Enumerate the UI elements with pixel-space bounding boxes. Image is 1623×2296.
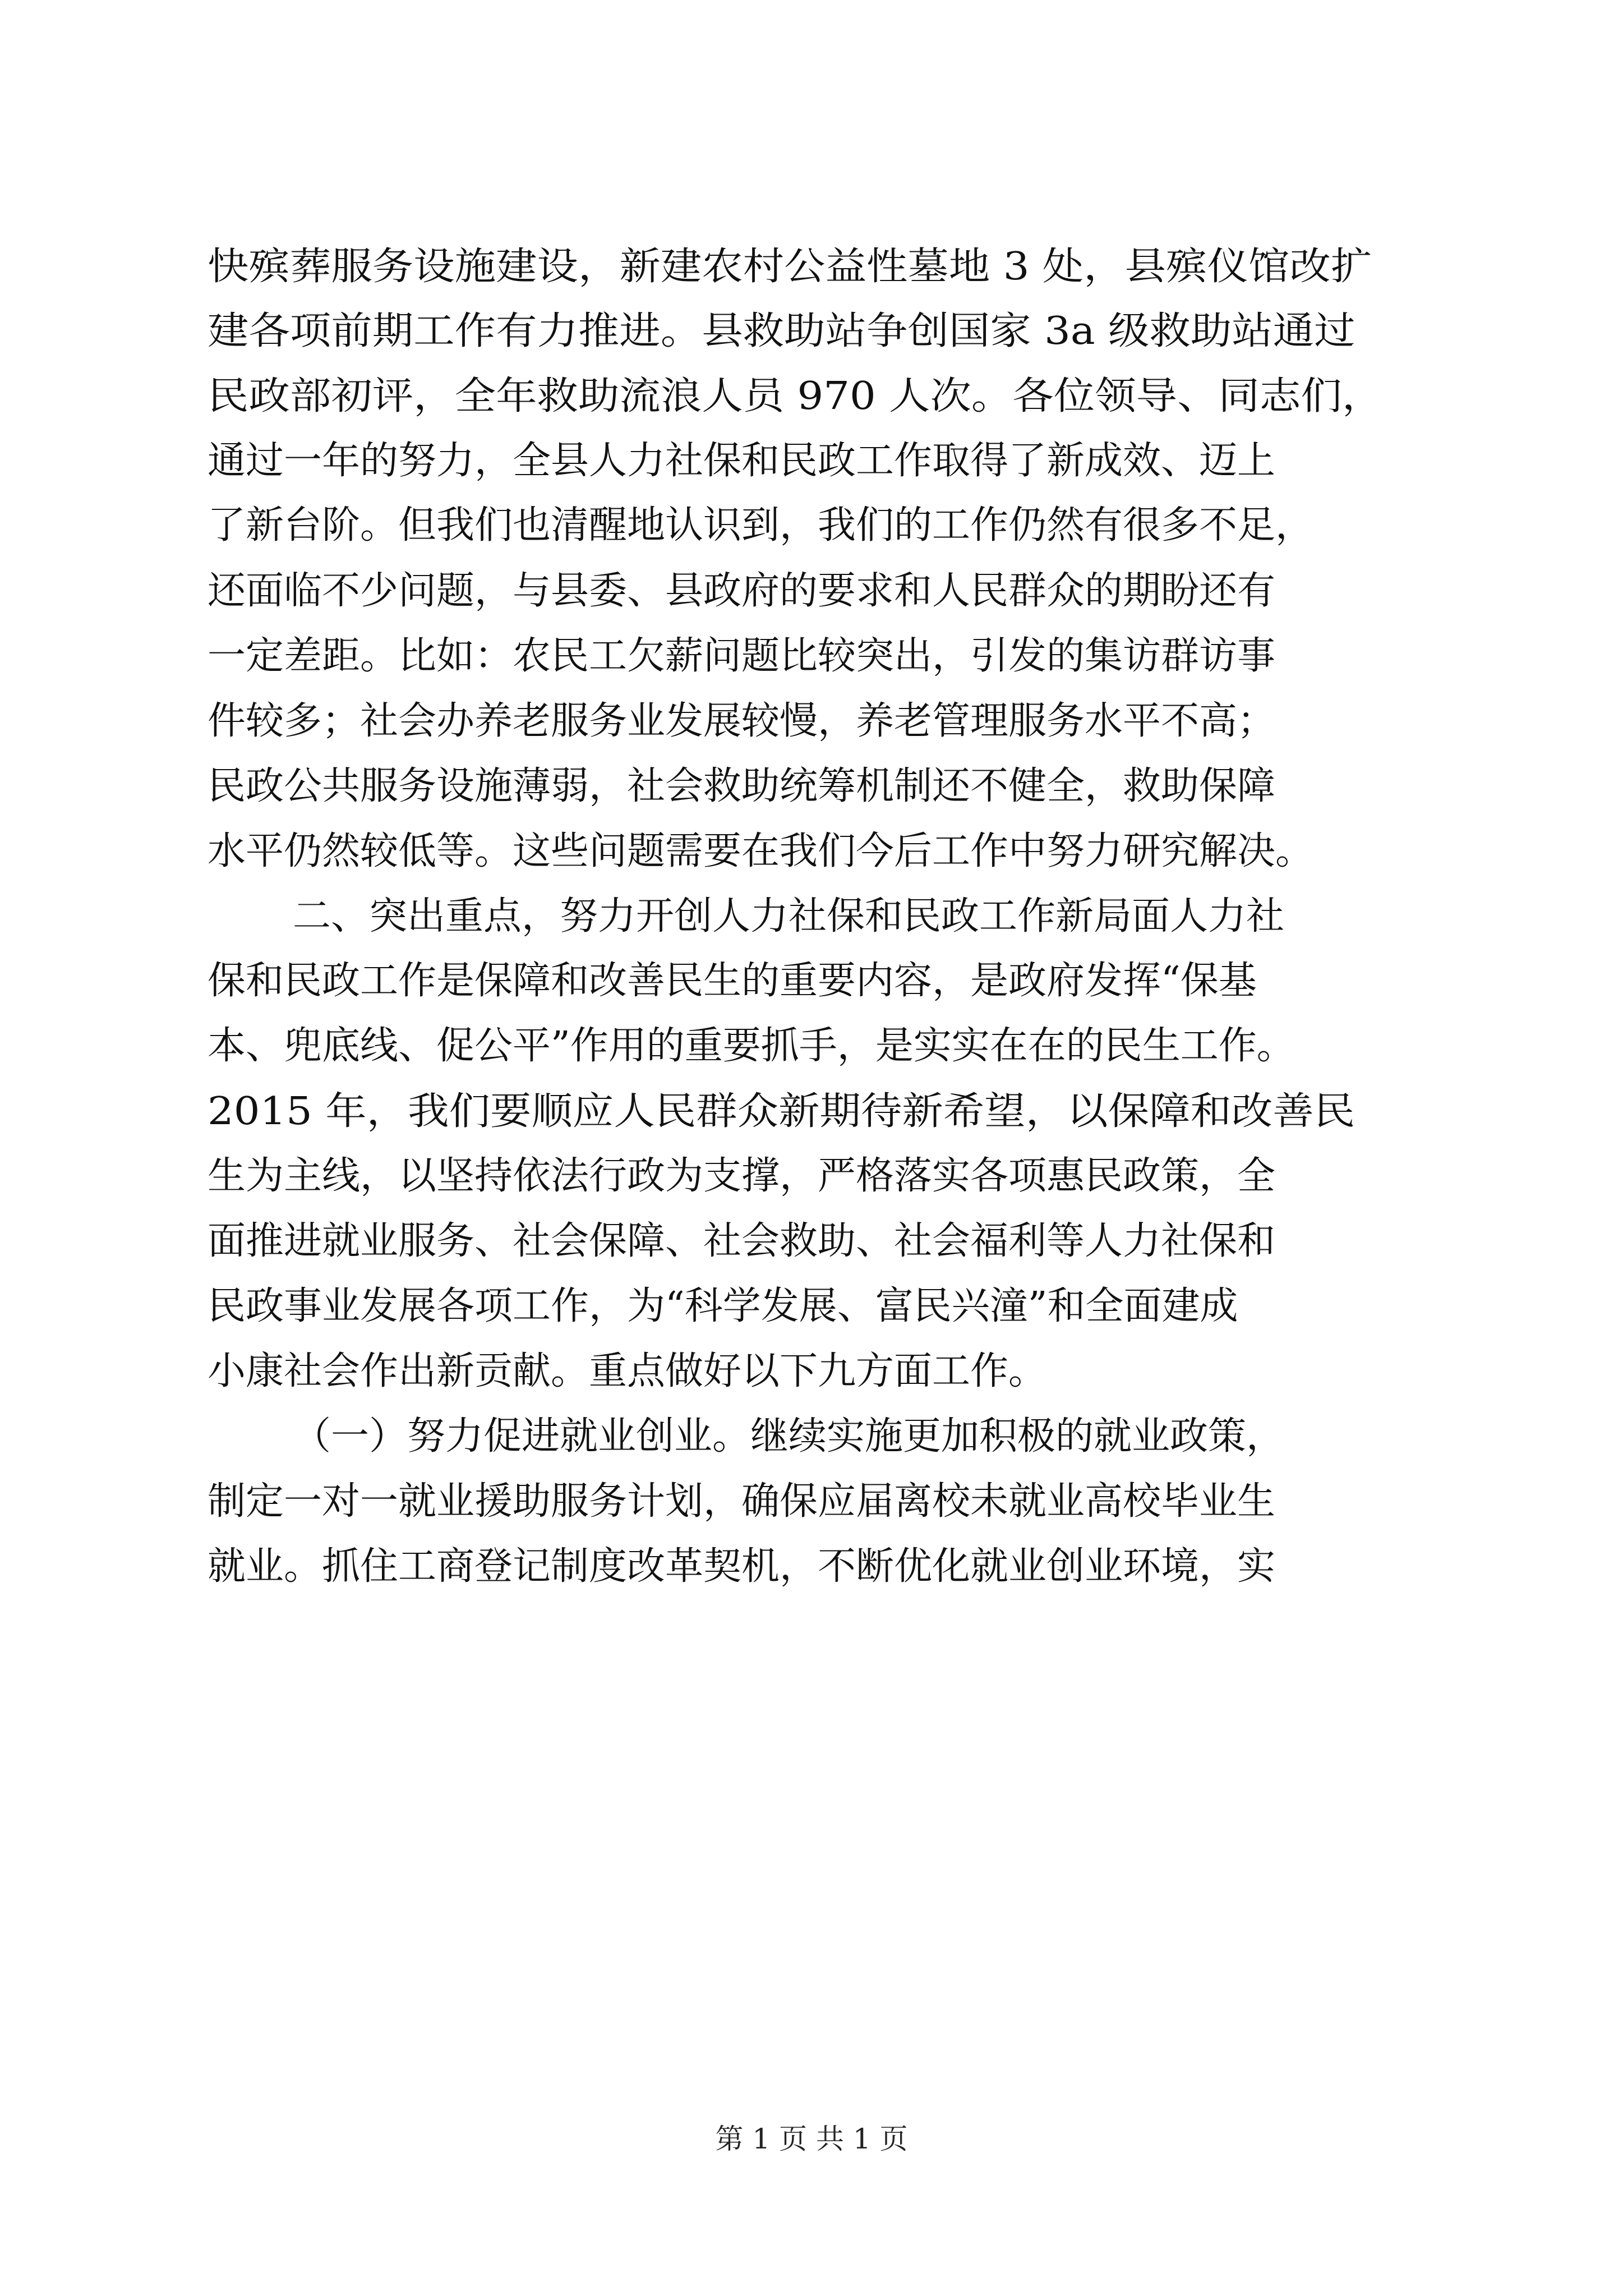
- text-line: [0, 1013, 1623, 1080]
- text-line-content: 民政公共服务设施薄弱，社会救助统筹机制还不健全，救助保障: [208, 764, 1276, 808]
- text-line: [0, 1338, 1623, 1405]
- text-line: [0, 1533, 1623, 1600]
- text-line-content: 了新台阶。但我们也清醒地认识到，我们的工作仍然有很多不足，: [208, 503, 1314, 547]
- text-line-content: 水平仍然较低等。这些问题需要在我们今后工作中努力研究解决。: [208, 829, 1314, 873]
- text-line: [0, 1143, 1623, 1210]
- text-line: [0, 492, 1623, 559]
- text-line-content: 2015 年，我们要顺应人民群众新期待新希望，以保障和改善民: [208, 1089, 1355, 1134]
- text-line: [0, 688, 1623, 755]
- text-line-content: 小康社会作出新贡献。重点做好以下九方面工作。: [208, 1349, 1047, 1393]
- text-line-content: 快殡葬服务设施建设，新建农村公益性墓地 3 处，县殡仪馆改扩: [208, 245, 1372, 289]
- text-line: [0, 1273, 1623, 1340]
- text-line: [0, 1208, 1623, 1275]
- text-line-content: 一定差距。比如：农民工欠薪问题比较突出，引发的集访群访事: [208, 634, 1276, 678]
- text-line-content: 建各项前期工作有力推进。县救助站争创国家 3a 级救助站通过: [208, 309, 1355, 353]
- text-line-content: 本、兜底线、促公平”作用的重要抓手，是实实在在的民生工作。: [208, 1024, 1295, 1068]
- text-line-content: 生为主线，以坚持依法行政为支撑，严格落实各项惠民政策，全: [208, 1154, 1276, 1198]
- text-line: [0, 558, 1623, 625]
- text-line: [0, 1403, 1623, 1470]
- text-line: [0, 947, 1623, 1015]
- text-line: [0, 233, 1623, 301]
- text-line-content: 就业。抓住工商登记制度改革契机，不断优化就业创业环境，实: [208, 1544, 1276, 1589]
- text-line-content: 通过一年的努力，全县人力社保和民政工作取得了新成效、迈上: [208, 439, 1276, 483]
- text-line-content: 面推进就业服务、社会保障、社会救助、社会福利等人力社保和: [208, 1219, 1276, 1263]
- text-line: [0, 1078, 1623, 1145]
- text-line-content: 件较多；社会办养老服务业发展较慢，养老管理服务水平不高；: [208, 699, 1276, 743]
- text-line: [0, 427, 1623, 495]
- text-line: [0, 623, 1623, 690]
- text-line-content: 保和民政工作是保障和改善民生的重要内容，是政府发挥“保基: [208, 959, 1257, 1003]
- text-line-content: （一）努力促进就业创业。继续实施更加积极的就业政策，: [293, 1414, 1285, 1458]
- text-line: [0, 883, 1623, 950]
- text-line: [0, 818, 1623, 885]
- text-line: [0, 1468, 1623, 1535]
- page-number-footer: 第 1 页 共 1 页: [715, 2123, 908, 2155]
- text-line-content: 二、突出重点，努力开创人力社保和民政工作新局面人力社: [293, 894, 1285, 938]
- text-line-content: 民政部初评，全年救助流浪人员 970 人次。各位领导、同志们，: [208, 374, 1384, 418]
- text-line: [0, 298, 1623, 365]
- text-line-content: 民政事业发展各项工作，为“科学发展、富民兴潼”和全面建成: [208, 1284, 1238, 1328]
- text-line-content: 还面临不少问题，与县委、县政府的要求和人民群众的期盼还有: [208, 569, 1276, 613]
- text-line: [0, 753, 1623, 820]
- text-line: [0, 363, 1623, 430]
- text-line-content: 制定一对一就业援助服务计划，确保应届离校未就业高校毕业生: [208, 1479, 1276, 1524]
